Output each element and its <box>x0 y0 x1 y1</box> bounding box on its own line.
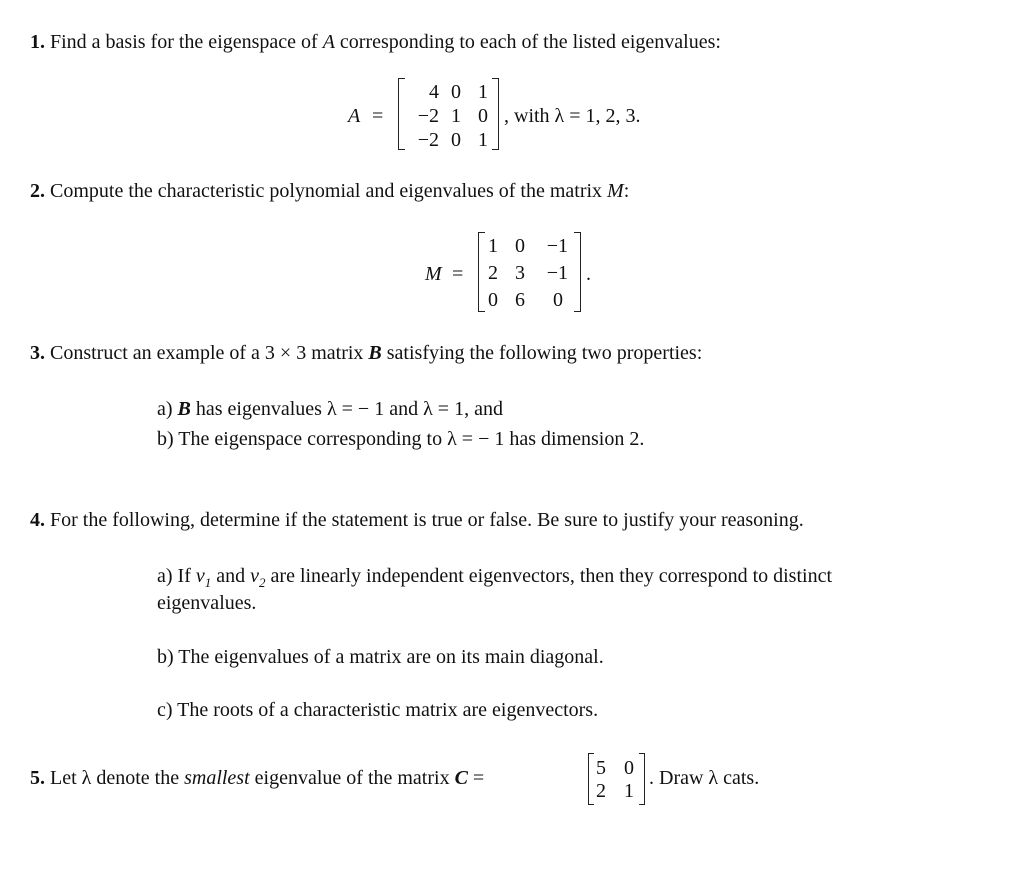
matrix-cell: 3 <box>515 262 525 284</box>
matrix-bracket-right <box>574 232 581 312</box>
problem-5-text-before: Let λ denote the <box>50 767 180 789</box>
matrix-cell: 0 <box>553 289 563 311</box>
problem-5-text-mid: eigenvalue of the matrix <box>254 767 450 789</box>
problem-2-statement <box>30 181 629 201</box>
problem-1-matrix-label: A <box>348 105 361 127</box>
problem-4-part-c: c) The roots of a characteristic matrix are eigenvectors. <box>157 699 599 721</box>
problem-3-part-a <box>157 399 503 419</box>
problem-4-number: 4. <box>30 509 45 531</box>
problem-5-emphasis: smallest <box>184 767 250 789</box>
matrix-cell: −1 <box>546 235 568 257</box>
matrix-cell: 0 <box>451 81 461 103</box>
problem-4-a-rest: are linearly independent eigenvectors, then they correspond to distinct <box>270 565 833 587</box>
matrix-cell: 1 <box>478 129 488 151</box>
matrix-bracket-left <box>398 78 405 150</box>
problem-3-part-b: b) The eigenspace corresponding to λ = − 1 has dimension 2. <box>157 428 645 450</box>
problem-2-var: M <box>607 180 624 202</box>
problem-3-a-text: has eigenvalues λ = − 1 and λ = 1, and <box>195 398 503 420</box>
matrix-cell: −2 <box>417 105 439 127</box>
problem-3-var: B <box>368 342 382 364</box>
problem-3-a-var: B <box>177 398 191 420</box>
problem-4-part-a-line2: eigenvalues. <box>157 592 257 614</box>
matrix-cell: 2 <box>488 262 498 284</box>
matrix-cell: 2 <box>596 780 606 802</box>
problem-3-text: Construct an example of a 3 × 3 matrix <box>50 342 364 364</box>
problem-5-equals: = <box>472 767 485 789</box>
problem-2-colon: : <box>623 180 630 202</box>
problem-4-statement <box>30 510 804 530</box>
problem-5-var: C <box>454 767 468 789</box>
problem-1-text2: corresponding to each of the listed eigenvalues: <box>339 31 721 53</box>
matrix-cell: 0 <box>488 289 498 311</box>
matrix-cell: 1 <box>478 81 488 103</box>
problem-4-a-and: and <box>216 565 246 587</box>
problem-2-matrix-label: M <box>425 263 442 285</box>
problem-3-number: 3. <box>30 342 45 364</box>
problem-5-after-matrix: . Draw λ cats. <box>649 767 760 789</box>
matrix-cell: −2 <box>417 129 439 151</box>
vector-v1: $v_1$ <box>195 565 212 590</box>
problem-4-part-a <box>157 565 833 590</box>
problem-1-var: A <box>322 31 335 53</box>
problem-1-eigenvalues: , with λ = 1, 2, 3. <box>504 105 641 127</box>
matrix-cell: 1 <box>624 780 634 802</box>
matrix-cell: 1 <box>488 235 498 257</box>
matrix-cell: 0 <box>478 105 488 127</box>
matrix-cell: 0 <box>624 757 634 779</box>
matrix-cell: −1 <box>546 262 568 284</box>
matrix-cell: 6 <box>515 289 525 311</box>
problem-3-text2: satisfying the following two properties: <box>386 342 703 364</box>
problem-2-text: Compute the characteristic polynomial and eigenvalues of the matrix <box>50 180 603 202</box>
problem-5-statement <box>30 768 484 788</box>
problem-5-number: 5. <box>30 767 45 789</box>
matrix-cell: 4 <box>429 81 439 103</box>
problem-1-statement <box>30 32 721 52</box>
problem-4-text: For the following, determine if the statement is true or false. Be sure to justify your reasoning. <box>50 509 804 531</box>
problem-1-equals: = <box>372 105 384 127</box>
problem-4-a-prefix: a) If <box>157 565 191 587</box>
problem-3-statement <box>30 343 702 363</box>
matrix-cell: 1 <box>451 105 461 127</box>
problem-2-period: . <box>586 263 591 285</box>
problem-1-text: Find a basis for the eigenspace of <box>50 31 318 53</box>
problem-1-number: 1. <box>30 31 45 53</box>
problem-2-number: 2. <box>30 180 45 202</box>
problem-3-a-prefix: a) <box>157 398 173 420</box>
matrix-cell: 5 <box>596 757 606 779</box>
matrix-cell: 0 <box>451 129 461 151</box>
problem-2-equals: = <box>452 263 464 285</box>
matrix-cell: 0 <box>515 235 525 257</box>
problem-4-part-b: b) The eigenvalues of a matrix are on its main diagonal. <box>157 646 604 668</box>
vector-v2: $v_2$ <box>250 565 266 590</box>
